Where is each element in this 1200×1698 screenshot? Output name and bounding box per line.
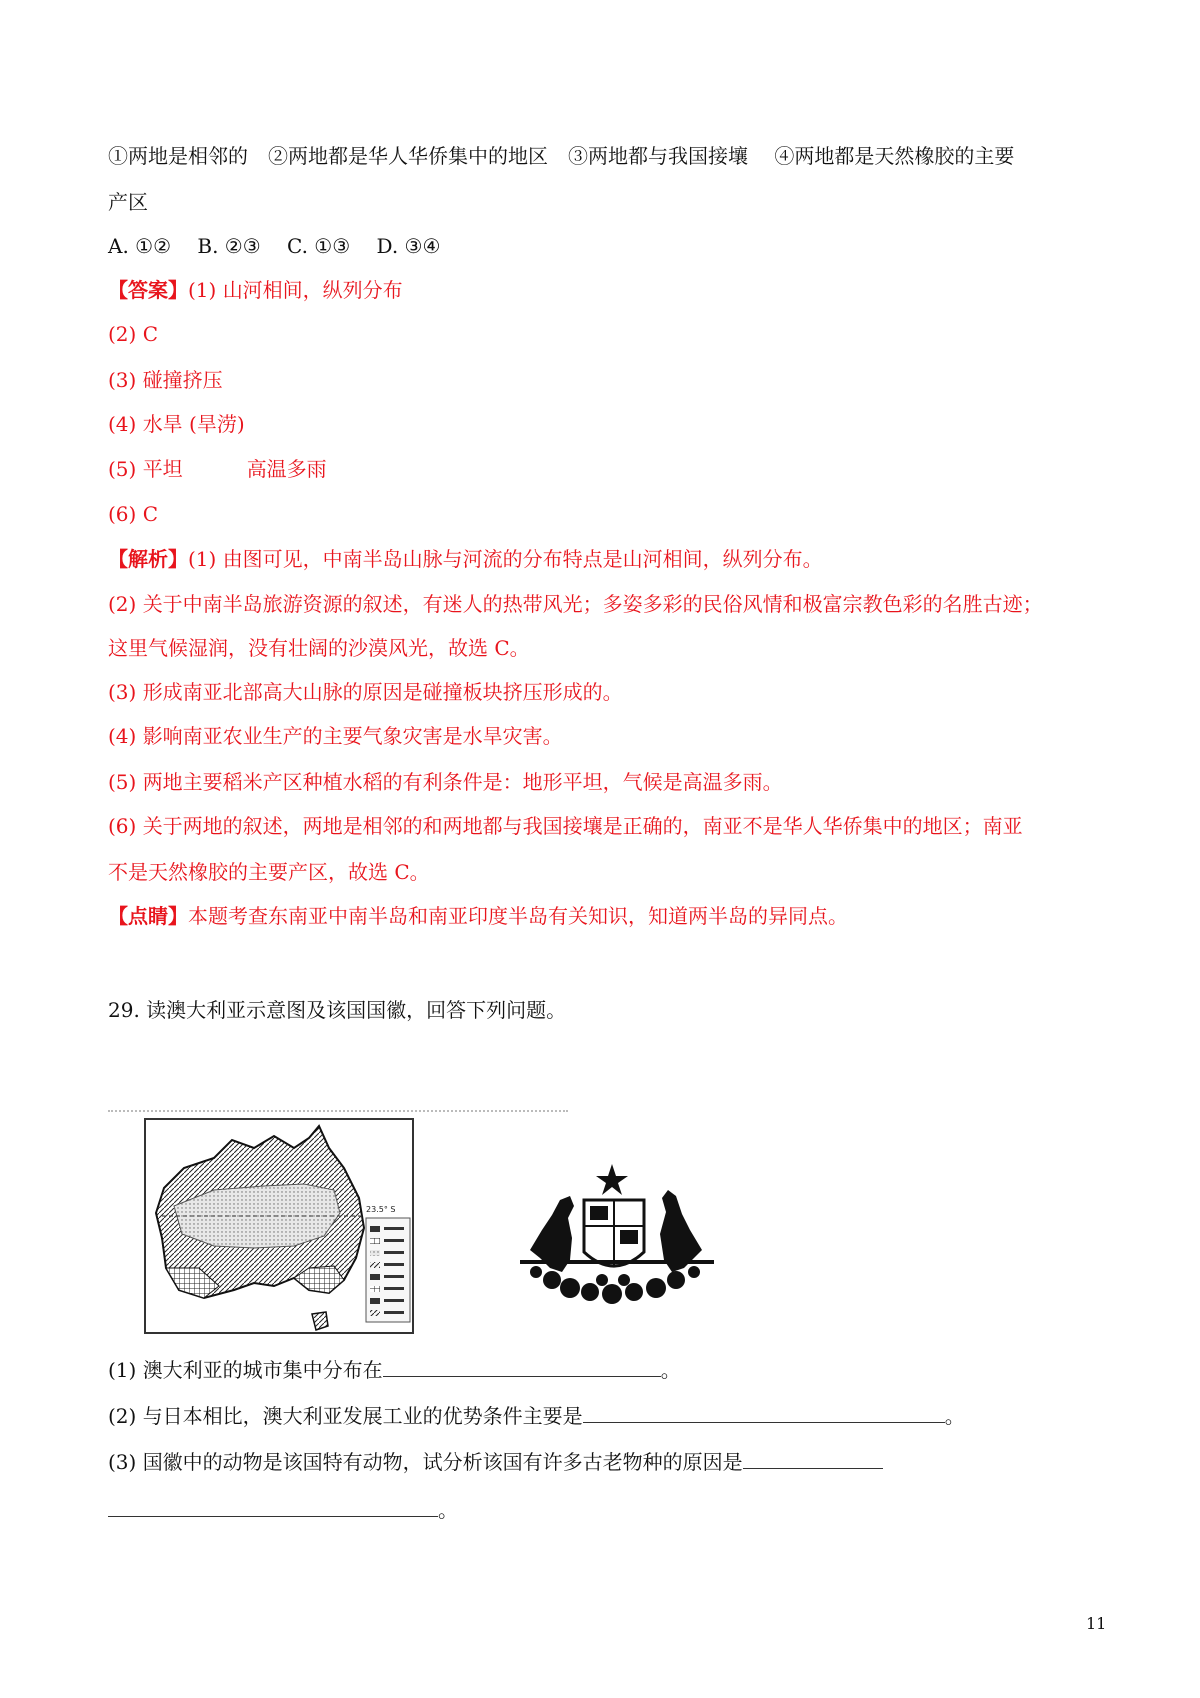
dotted-rule	[108, 1110, 568, 1112]
coat-of-arms-figure	[512, 1160, 722, 1310]
comment-tag: 【点睛】	[108, 904, 188, 928]
q28-options-line2: 产区	[108, 190, 148, 214]
answer-5b: 高温多雨	[246, 457, 327, 481]
answer-tag: 【答案】	[108, 278, 188, 302]
page-number: 11	[1086, 1614, 1107, 1633]
analysis-3: (3) 形成南亚北部高大山脉的原因是碰撞板块挤压形成的。	[108, 680, 623, 704]
q29-sub2	[108, 1402, 965, 1430]
q29-sub3-cont	[108, 1496, 458, 1524]
q29-sub3	[108, 1448, 883, 1476]
analysis-line-1	[108, 545, 823, 573]
analysis-2a: (2) 关于中南半岛旅游资源的叙述，有迷人的热带风光；多姿多彩的民俗风情和极富宗教色彩的名胜古迹；	[108, 592, 1043, 616]
q29-sub1-prefix: (1) 澳大利亚的城市集中分布在	[108, 1358, 383, 1382]
q29-sub1	[108, 1356, 681, 1384]
analysis-6b: 不是天然橡胶的主要产区，故选 C。	[108, 860, 430, 884]
answer-6: (6) C	[108, 502, 158, 526]
q29-sub1-suffix: 。	[660, 1358, 681, 1382]
q29-title: 29. 读澳大利亚示意图及该国国徽，回答下列问题。	[108, 998, 567, 1022]
answer-4: (4) 水旱 (旱涝)	[108, 412, 245, 436]
q29-sub2-prefix: (2) 与日本相比，澳大利亚发展工业的优势条件主要是	[108, 1404, 583, 1428]
analysis-1: (1) 由图可见，中南半岛山脉与河流的分布特点是山河相间，纵列分布。	[188, 547, 823, 571]
australia-map-figure	[144, 1118, 414, 1338]
answer-3: (3) 碰撞挤压	[108, 368, 223, 392]
q29-sub3-prefix: (3) 国徽中的动物是该国特有动物，试分析该国有许多古老物种的原因是	[108, 1450, 743, 1474]
q29-sub3-blank-b[interactable]	[108, 1496, 438, 1517]
analysis-tag: 【解析】	[108, 547, 188, 571]
answer-2: (2) C	[108, 322, 158, 346]
answer-5a: (5) 平坦	[108, 457, 183, 481]
q28-options-line1: ①两地是相邻的 ②两地都是华人华侨集中的地区 ③两地都与我国接壤 ④两地都是天然橡胶的主要	[108, 144, 1015, 168]
map-latitude-label: 23.5° S	[366, 1205, 396, 1214]
analysis-4: (4) 影响南亚农业生产的主要气象灾害是水旱灾害。	[108, 724, 563, 748]
answer-1: (1) 山河相间，纵列分布	[188, 278, 403, 302]
answer-line-1	[108, 276, 403, 304]
q29-sub3-suffix: 。	[438, 1498, 458, 1522]
comment-text: 本题考查东南亚中南半岛和南亚印度半岛有关知识，知道两半岛的异同点。	[188, 904, 848, 928]
analysis-6a: (6) 关于两地的叙述，两地是相邻的和两地都与我国接壤是正确的，南亚不是华人华侨集中的地区；南亚	[108, 814, 1023, 838]
analysis-5: (5) 两地主要稻米产区种植水稻的有利条件是：地形平坦，气候是高温多雨。	[108, 770, 783, 794]
analysis-2b: 这里气候湿润，没有壮阔的沙漠风光，故选 C。	[108, 636, 530, 660]
comment-line	[108, 902, 848, 930]
q29-sub2-blank[interactable]	[583, 1402, 945, 1423]
q29-sub1-blank[interactable]	[383, 1356, 661, 1377]
q29-sub2-suffix: 。	[944, 1404, 965, 1428]
q28-choices: A. ①② B. ②③ C. ①③ D. ③④	[108, 234, 441, 258]
answer-line-5	[108, 455, 327, 483]
q29-sub3-blank-a[interactable]	[743, 1448, 883, 1469]
